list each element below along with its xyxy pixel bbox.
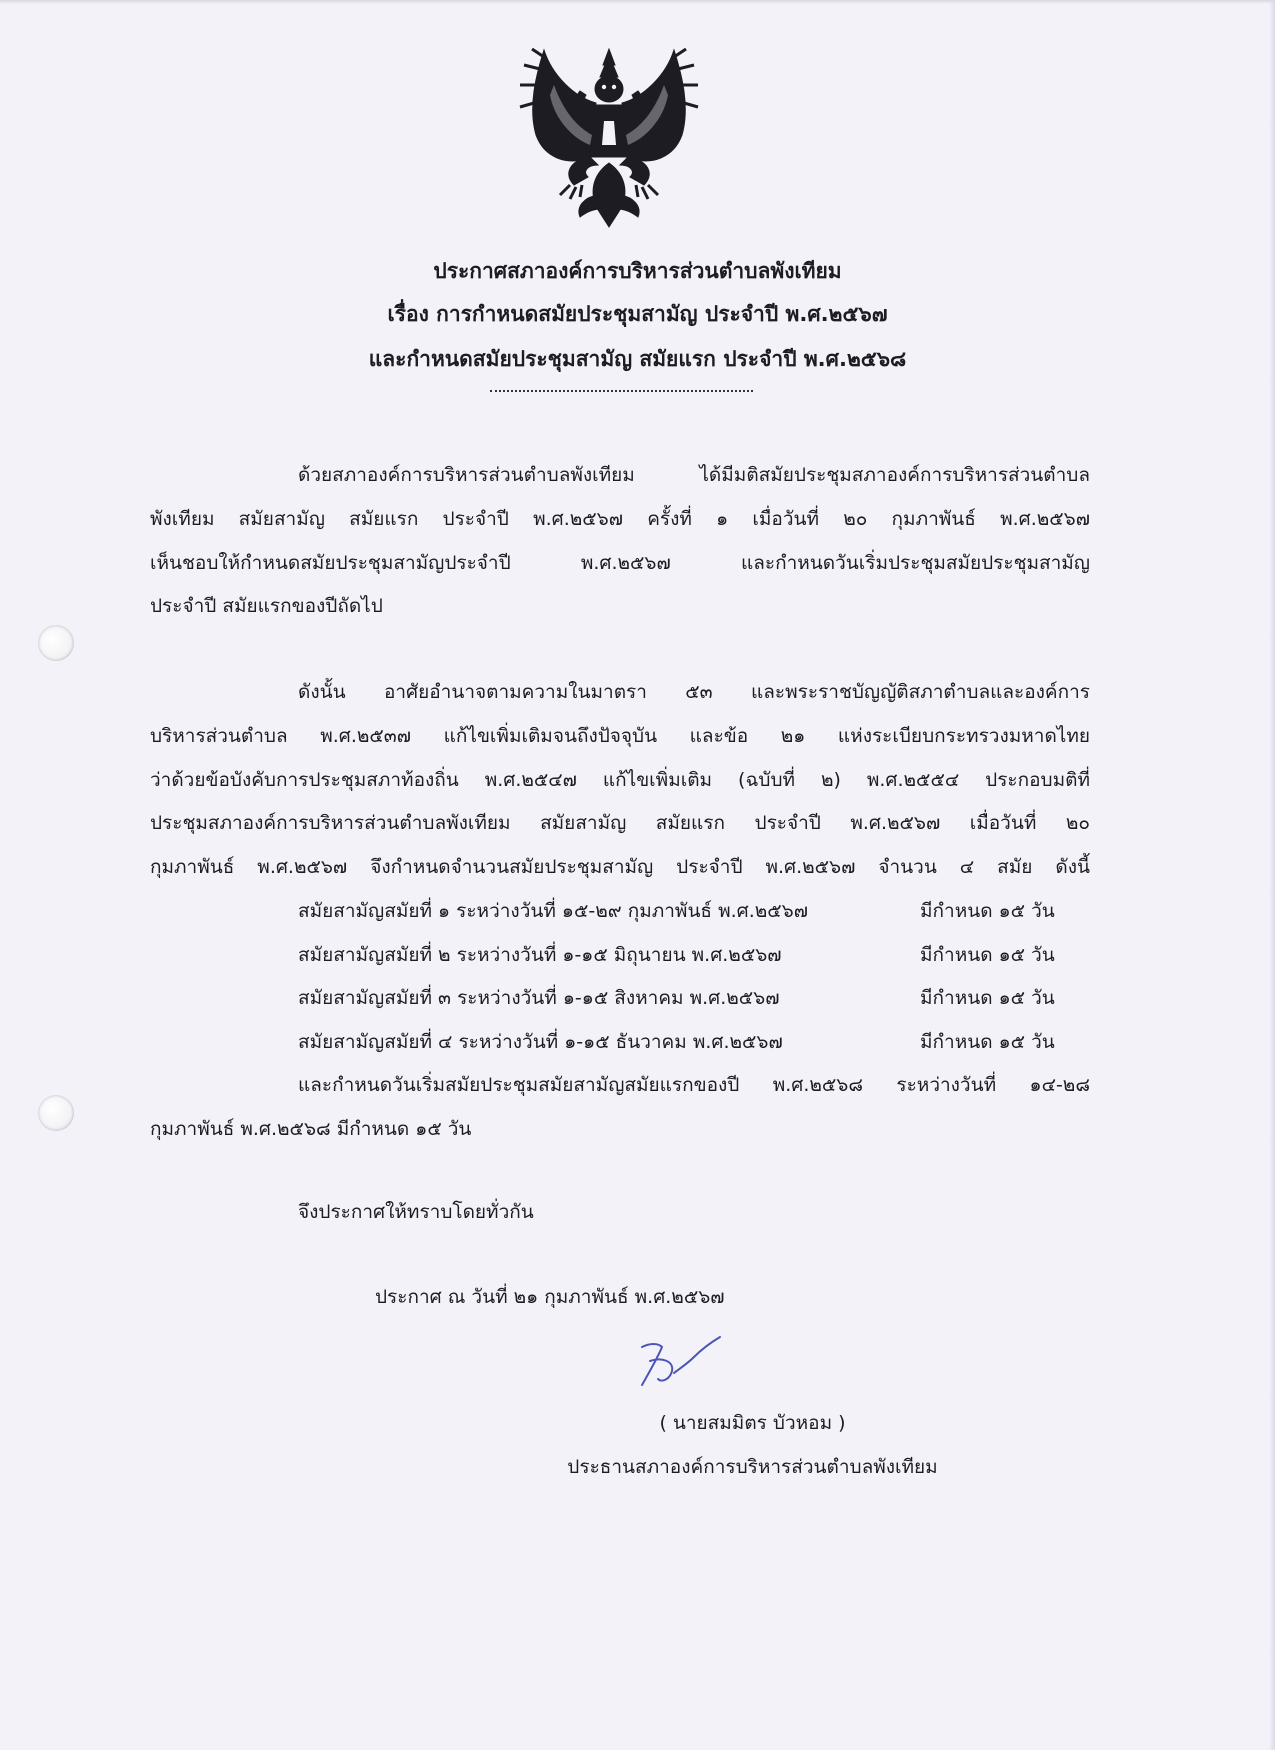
paragraph1-line: ประจำปี สมัยแรกของปีถัดไป [150,595,383,617]
next-year-line: และกำหนดวันเริ่มสมัยประชุมสมัยสามัญสมัยแรกของปี พ.ศ.๒๕๖๘ ระหว่างวันที่ ๑๔-๒๘ [298,1074,1090,1096]
session-duration: มีกำหนด ๑๕ วัน [920,1031,1055,1053]
paragraph2-line: ว่าด้วยข้อบังคับการประชุมสภาท้องถิ่น พ.ศ.๒๕๔๗ แก้ไขเพิ่มเติม (ฉบับที่ ๒) พ.ศ.๒๕๕๔ ประกอบมติที่ [150,769,1090,791]
paragraph2-line: บริหารส่วนตำบล พ.ศ.๒๕๓๗ แก้ไขเพิ่มเติมจนถึงปัจจุบัน และข้อ ๒๑ แห่งระเบียบกระทรวงมหาดไทย [150,725,1090,747]
announcement-subject: เรื่อง การกำหนดสมัยประชุมสามัญ ประจำปี พ.ศ.๒๕๖๗ [387,302,888,326]
session-row [298,938,1098,972]
session-duration: มีกำหนด ๑๕ วัน [920,944,1055,966]
session-period: สมัยสามัญสมัยที่ ๔ ระหว่างวันที่ ๑-๑๕ ธันวาคม พ.ศ.๒๕๖๗ [298,1031,783,1053]
announcement-subject-cont: และกำหนดสมัยประชุมสามัญ สมัยแรก ประจำปี พ.ศ.๒๕๖๘ [368,347,907,371]
signatory-name: ( นายสมมิตร บัวหอม ) [659,1412,846,1434]
paragraph2-line: ประชุมสภาองค์การบริหารส่วนตำบลพังเทียม สมัยสามัญ สมัยแรก ประจำปี พ.ศ.๒๕๖๗ เมื่อวันที่ ๒๐ [150,812,1090,834]
signature-mark [628,1327,728,1397]
session-duration: มีกำหนด ๑๕ วัน [920,900,1055,922]
closing-statement: จึงประกาศให้ทราบโดยทั่วกัน [298,1201,534,1223]
session-duration: มีกำหนด ๑๕ วัน [920,987,1055,1009]
next-year-line: กุมภาพันธ์ พ.ศ.๒๕๖๘ มีกำหนด ๑๕ วัน [150,1118,472,1140]
paragraph1-line: ด้วยสภาองค์การบริหารส่วนตำบลพังเทียม ได้มีมติสมัยประชุมสภาองค์การบริหารส่วนตำบล [298,464,1090,486]
paragraph1-line: พังเทียม สมัยสามัญ สมัยแรก ประจำปี พ.ศ.๒๕๖๗ ครั้งที่ ๑ เมื่อวันที่ ๒๐ กุมภาพันธ์ พ.ศ.๒๕๖๗ [150,508,1090,530]
session-row [298,981,1098,1015]
session-period: สมัยสามัญสมัยที่ ๑ ระหว่างวันที่ ๑๕-๒๙ กุมภาพันธ์ พ.ศ.๒๕๖๗ [298,900,808,922]
announcement-title: ประกาศสภาองค์การบริหารส่วนตำบลพังเทียม [433,259,842,283]
session-period: สมัยสามัญสมัยที่ ๓ ระหว่างวันที่ ๑-๑๕ สิงหาคม พ.ศ.๒๕๖๗ [298,987,780,1009]
paragraph2-line: ดังนั้น อาศัยอำนาจตามความในมาตรา ๕๓ และพระราชบัญญัติสภาตำบลและองค์การ [298,681,1090,703]
signatory-position: ประธานสภาองค์การบริหารส่วนตำบลพังเทียม [567,1456,938,1478]
garuda-emblem-icon [514,45,704,230]
paragraph1-line: เห็นชอบให้กำหนดสมัยประชุมสามัญประจำปี พ.ศ.๒๕๖๗ และกำหนดวันเริ่มประชุมสมัยประชุมสามัญ [150,552,1090,574]
session-row [298,894,1098,928]
paper-edge-top [0,0,1275,4]
paragraph2-line: กุมภาพันธ์ พ.ศ.๒๕๖๗ จึงกำหนดจำนวนสมัยประชุมสามัญ ประจำปี พ.ศ.๒๕๖๗ จำนวน ๔ สมัย ดังนี้ [150,856,1090,878]
session-period: สมัยสามัญสมัยที่ ๒ ระหว่างวันที่ ๑-๑๕ มิถุนายน พ.ศ.๒๕๖๗ [298,944,782,966]
punch-hole-lower [38,1095,74,1131]
session-row [298,1025,1098,1059]
punch-hole-upper [38,625,74,661]
title-separator [490,390,753,392]
announcement-date: ประกาศ ณ วันที่ ๒๑ กุมภาพันธ์ พ.ศ.๒๕๖๗ [375,1286,725,1308]
